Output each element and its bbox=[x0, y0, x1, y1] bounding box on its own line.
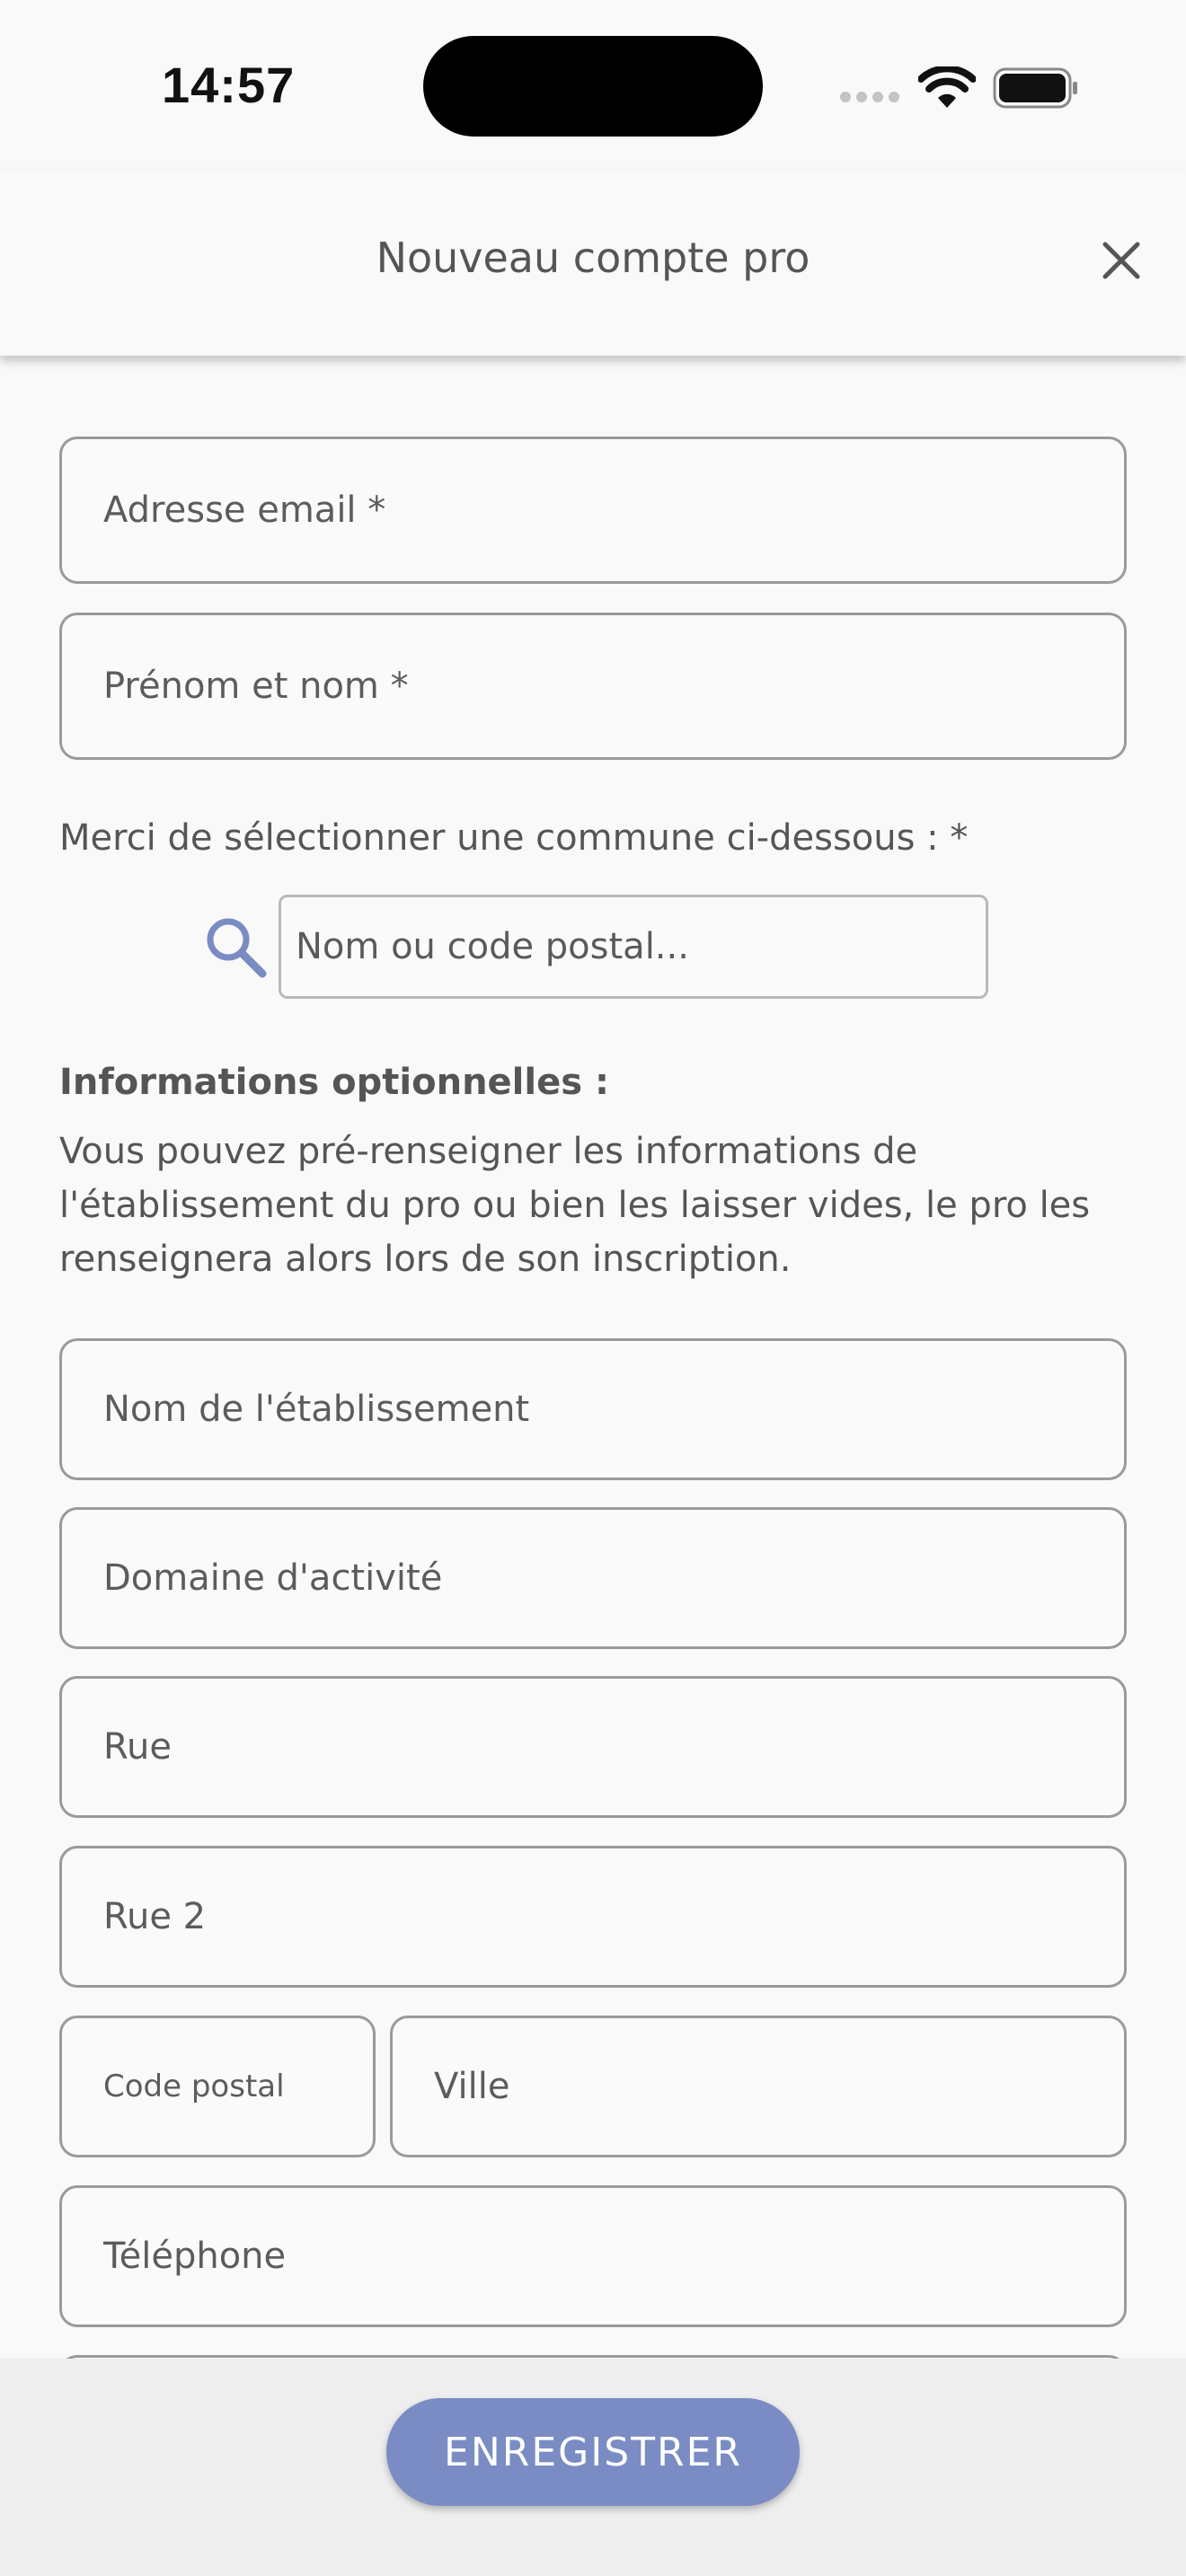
optional-info-text: Vous pouvez pré-renseigner les informations de l'établissement du pro ou bien les laisser vides, le pro les renseignera alors lors de son inscription. bbox=[59, 1131, 1091, 1280]
commune-label: Merci de sélectionner une commune ci-dessous : * bbox=[59, 817, 969, 859]
postal-code-field-container bbox=[59, 2016, 376, 2157]
dynamic-island bbox=[423, 36, 763, 137]
new-pro-account-form bbox=[0, 356, 1186, 2359]
establishment-name-field[interactable] bbox=[62, 1341, 1124, 1478]
status-bar bbox=[0, 0, 1186, 171]
street-field-container bbox=[59, 1676, 1127, 1818]
email-field-container bbox=[59, 437, 1127, 584]
close-icon[interactable] bbox=[1096, 235, 1146, 286]
bottom-action-bar bbox=[0, 2359, 1186, 2576]
email-field[interactable] bbox=[62, 439, 1124, 581]
cellular-signal-icon bbox=[840, 92, 899, 102]
page-title: Nouveau compte pro bbox=[376, 234, 810, 282]
save-button[interactable]: ENREGISTRER bbox=[386, 2398, 800, 2506]
optional-info-heading: Informations optionnelles : bbox=[59, 1062, 609, 1103]
phone-field[interactable] bbox=[62, 2188, 1124, 2325]
wifi-icon bbox=[918, 66, 976, 111]
street-field[interactable] bbox=[62, 1679, 1124, 1815]
street2-field-container bbox=[59, 1846, 1127, 1988]
search-icon bbox=[203, 914, 268, 979]
full-name-field-container bbox=[59, 613, 1127, 760]
activity-domain-field[interactable] bbox=[62, 1510, 1124, 1646]
commune-search-container bbox=[279, 895, 988, 999]
battery-icon bbox=[993, 67, 1079, 109]
street2-field[interactable] bbox=[62, 1848, 1124, 1985]
commune-search-input[interactable] bbox=[281, 897, 986, 996]
activity-domain-field-container bbox=[59, 1507, 1127, 1649]
app-header bbox=[0, 171, 1186, 356]
phone-field-container bbox=[59, 2185, 1127, 2327]
establishment-name-field-container bbox=[59, 1338, 1127, 1480]
status-time: 14:57 bbox=[162, 57, 296, 113]
full-name-field[interactable] bbox=[62, 615, 1124, 757]
postal-code-field[interactable] bbox=[62, 2018, 373, 2155]
city-field[interactable] bbox=[393, 2018, 1124, 2155]
city-field-container bbox=[390, 2016, 1127, 2157]
